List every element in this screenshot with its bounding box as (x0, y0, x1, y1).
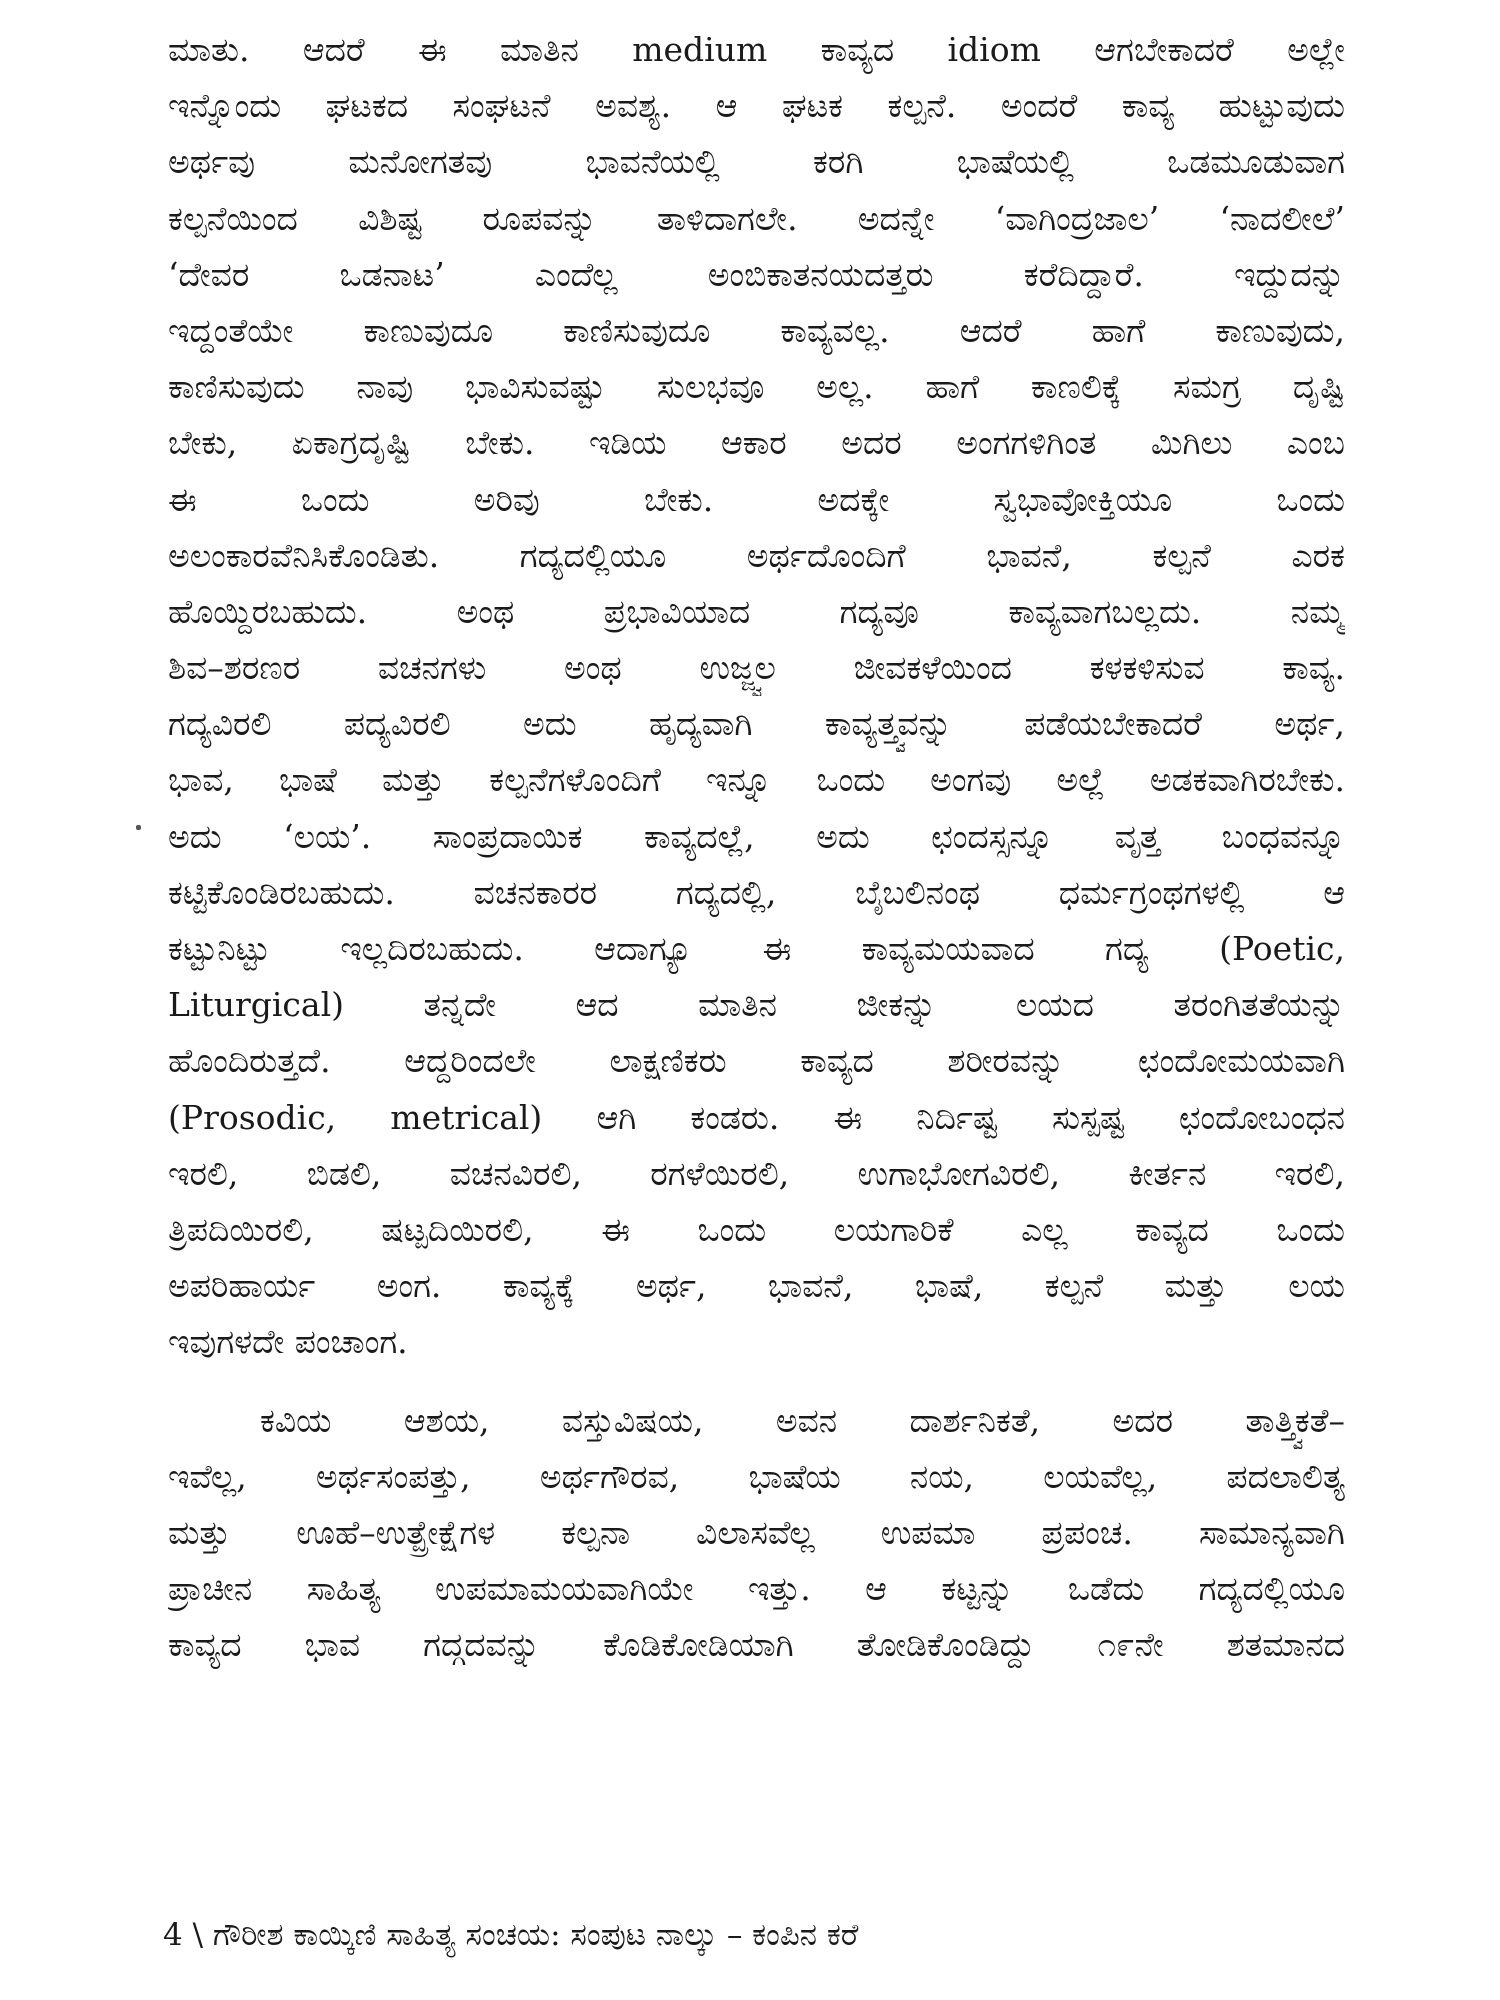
paragraph-gap (168, 1371, 1345, 1393)
stray-print-mark (136, 825, 141, 830)
text-line: ಇರಲಿ, ಬಿಡಲಿ, ವಚನವಿರಲಿ, ರಗಳೆಯಿರಲಿ, ಉಗಾಭೋಗವಿರಲಿ, ಕೀರ್ತನ ಇರಲಿ, (168, 1153, 1345, 1193)
text-line: ಇವುಗಳದೇ ಪಂಚಾಂಗ. (168, 1322, 408, 1362)
text-line: ‘ದೇವರ ಒಡನಾಟ’ ಎಂದೆಲ್ಲ ಅಂಬಿಕಾತನಯದತ್ತರು ಕರೆದಿದ್ದಾರೆ. ಇದ್ದುದನ್ನು (168, 254, 1345, 294)
text-line: ಕಟ್ಟಿಕೊಂಡಿರಬಹುದು. ವಚನಕಾರರ ಗದ್ಯದಲ್ಲಿ, ಬೈಬಲಿನಂಥ ಧರ್ಮಗ್ರಂಥಗಳಲ್ಲಿ ಆ (168, 872, 1345, 912)
body-text (168, 22, 1345, 1673)
text-line: ಅದು ‘ಲಯ’. ಸಾಂಪ್ರದಾಯಿಕ ಕಾವ್ಯದಲ್ಲೆ, ಅದು ಛಂದಸ್ಸನ್ನೂ ವೃತ್ತ ಬಂಧವನ್ನೂ (168, 816, 1345, 856)
text-line: ಹೊಯ್ದಿರಬಹುದು. ಅಂಥ ಪ್ರಭಾವಿಯಾದ ಗದ್ಯವೂ ಕಾವ್ಯವಾಗಬಲ್ಲದು. ನಮ್ಮ (168, 591, 1345, 631)
text-line: ಇನ್ನೊಂದು ಘಟಕದ ಸಂಘಟನೆ ಅವಶ್ಯ. ಆ ಘಟಕ ಕಲ್ಪನೆ. ಅಂದರೆ ಕಾವ್ಯ ಹುಟ್ಟುವುದು (168, 86, 1345, 126)
text-line: ಹೊಂದಿರುತ್ತದೆ. ಆದ್ದರಿಂದಲೇ ಲಾಕ್ಷಣಿಕರು ಕಾವ್ಯದ ಶರೀರವನ್ನು ಛಂದೋಮಯವಾಗಿ (168, 1041, 1345, 1081)
text-line: Liturgical) ತನ್ನದೇ ಆದ ಮಾತಿನ ಜೀಕನ್ನು ಲಯದ ತರಂಗಿತತೆಯನ್ನು (168, 985, 1345, 1025)
text-line: ಕಾಣಿಸುವುದು ನಾವು ಭಾವಿಸುವಷ್ಟು ಸುಲಭವೂ ಅಲ್ಲ. ಹಾಗೆ ಕಾಣಲಿಕ್ಕೆ ಸಮಗ್ರ ದೃಷ್ಟಿ (168, 367, 1345, 407)
text-line: ಇದ್ದಂತೆಯೇ ಕಾಣುವುದೂ ಕಾಣಿಸುವುದೂ ಕಾವ್ಯವಲ್ಲ. ಆದರೆ ಹಾಗೆ ಕಾಣುವುದು, (168, 310, 1345, 350)
text-line: ಅರ್ಥವು ಮನೋಗತವು ಭಾವನೆಯಲ್ಲಿ ಕರಗಿ ಭಾಷೆಯಲ್ಲಿ ಒಡಮೂಡುವಾಗ (168, 142, 1345, 182)
text-line: (Prosodic, metrical) ಆಗಿ ಕಂಡರು. ಈ ನಿರ್ದಿಷ್ಟ ಸುಸ್ಪಷ್ಟ ಛಂದೋಬಂಧನ (168, 1097, 1345, 1137)
text-line: ಕಾವ್ಯದ ಭಾವ ಗದ್ಗದವನ್ನು ಕೊಡಿಕೋಡಿಯಾಗಿ ತೋಡಿಕೊಂಡಿದ್ದು ೧೯ನೇ ಶತಮಾನದ (168, 1625, 1345, 1665)
text-line: ಈ ಒಂದು ಅರಿವು ಬೇಕು. ಅದಕ್ಕೇ ಸ್ವಭಾವೋಕ್ತಿಯೂ ಒಂದು (168, 479, 1345, 519)
text-line: ತ್ರಿಪದಿಯಿರಲಿ, ಷಟ್ಪದಿಯಿರಲಿ, ಈ ಒಂದು ಲಯಗಾರಿಕೆ ಎಲ್ಲ ಕಾವ್ಯದ ಒಂದು (168, 1209, 1345, 1249)
text-line: ಗದ್ಯವಿರಲಿ ಪದ್ಯವಿರಲಿ ಅದು ಹೃದ್ಯವಾಗಿ ಕಾವ್ಯತ್ತ್ವವನ್ನು ಪಡೆಯಬೇಕಾದರೆ ಅರ್ಥ, (168, 704, 1345, 744)
text-line: ಕಲ್ಪನೆಯಿಂದ ವಿಶಿಷ್ಟ ರೂಪವನ್ನು ತಾಳಿದಾಗಲೇ. ಅದನ್ನೇ ‘ವಾಗಿಂದ್ರಜಾಲ’ ‘ನಾದಲೀಲೆ’ (168, 198, 1345, 238)
paragraph-2 (168, 1393, 1345, 1674)
text-line: ಕವಿಯ ಆಶಯ, ವಸ್ತುವಿಷಯ, ಅವನ ದಾರ್ಶನಿಕತೆ, ಅದರ ತಾತ್ತ್ವಿಕತೆ– (260, 1400, 1345, 1440)
text-line: ಇವೆಲ್ಲ, ಅರ್ಥಸಂಪತ್ತು, ಅರ್ಥಗೌರವ, ಭಾಷೆಯ ನಯ, ಲಯವೆಲ್ಲ, ಪದಲಾಲಿತ್ಯ (168, 1456, 1345, 1496)
text-line: ಅಪರಿಹಾರ್ಯ ಅಂಗ. ಕಾವ್ಯಕ್ಕೆ ಅರ್ಥ, ಭಾವನೆ, ಭಾಷೆ, ಕಲ್ಪನೆ ಮತ್ತು ಲಯ (168, 1266, 1345, 1306)
text-line: ಮತ್ತು ಊಹೆ–ಉತ್ಪ್ರೇಕ್ಷೆಗಳ ಕಲ್ಪನಾ ವಿಲಾಸವೆಲ್ಲ ಉಪಮಾ ಪ್ರಪಂಚ. ಸಾಮಾನ್ಯವಾಗಿ (168, 1512, 1345, 1552)
text-line: ಬೇಕು, ಏಕಾಗ್ರದೃಷ್ಟಿ ಬೇಕು. ಇಡಿಯ ಆಕಾರ ಅದರ ಅಂಗಗಳಿಗಿಂತ ಮಿಗಿಲು ಎಂಬ (168, 423, 1345, 463)
text-line: ಕಟ್ಟುನಿಟ್ಟು ಇಲ್ಲದಿರಬಹುದು. ಆದಾಗ್ಯೂ ಈ ಕಾವ್ಯಮಯವಾದ ಗದ್ಯ (Poetic, (168, 929, 1345, 968)
paragraph-1 (168, 22, 1345, 1371)
text-line: ಶಿವ–ಶರಣರ ವಚನಗಳು ಅಂಥ ಉಜ್ಜ್ವಲ ಜೀವಕಳೆಯಿಂದ ಕಳಕಳಿಸುವ ಕಾವ್ಯ. (168, 648, 1345, 688)
text-line: ಭಾವ, ಭಾಷೆ ಮತ್ತು ಕಲ್ಪನೆಗಳೊಂದಿಗೆ ಇನ್ನೂ ಒಂದು ಅಂಗವು ಅಲ್ಲೆ ಅಡಕವಾಗಿರಬೇಕು. (168, 760, 1345, 800)
text-line: ಪ್ರಾಚೀನ ಸಾಹಿತ್ಯ ಉಪಮಾಮಯವಾಗಿಯೇ ಇತ್ತು. ಆ ಕಟ್ಟನ್ನು ಒಡೆದು ಗದ್ಯದಲ್ಲಿಯೂ (168, 1569, 1345, 1609)
text-line: ಮಾತು. ಆದರೆ ಈ ಮಾತಿನ medium ಕಾವ್ಯದ idiom ಆಗಬೇಕಾದರೆ ಅಲ್ಲೇ (168, 30, 1345, 69)
text-line: ಅಲಂಕಾರವೆನಿಸಿಕೊಂಡಿತು. ಗದ್ಯದಲ್ಲಿಯೂ ಅರ್ಥದೊಂದಿಗೆ ಭಾವನೆ, ಕಲ್ಪನೆ ಎರಕ (168, 535, 1345, 575)
page-footer: 4 \ ಗೌರೀಶ ಕಾಯ್ಕಿಣಿ ಸಾಹಿತ್ಯ ಸಂಚಯ: ಸಂಪುಟ ನಾಲ್ಕು – ಕಂಪಿನ ಕರೆ (163, 1917, 859, 1953)
